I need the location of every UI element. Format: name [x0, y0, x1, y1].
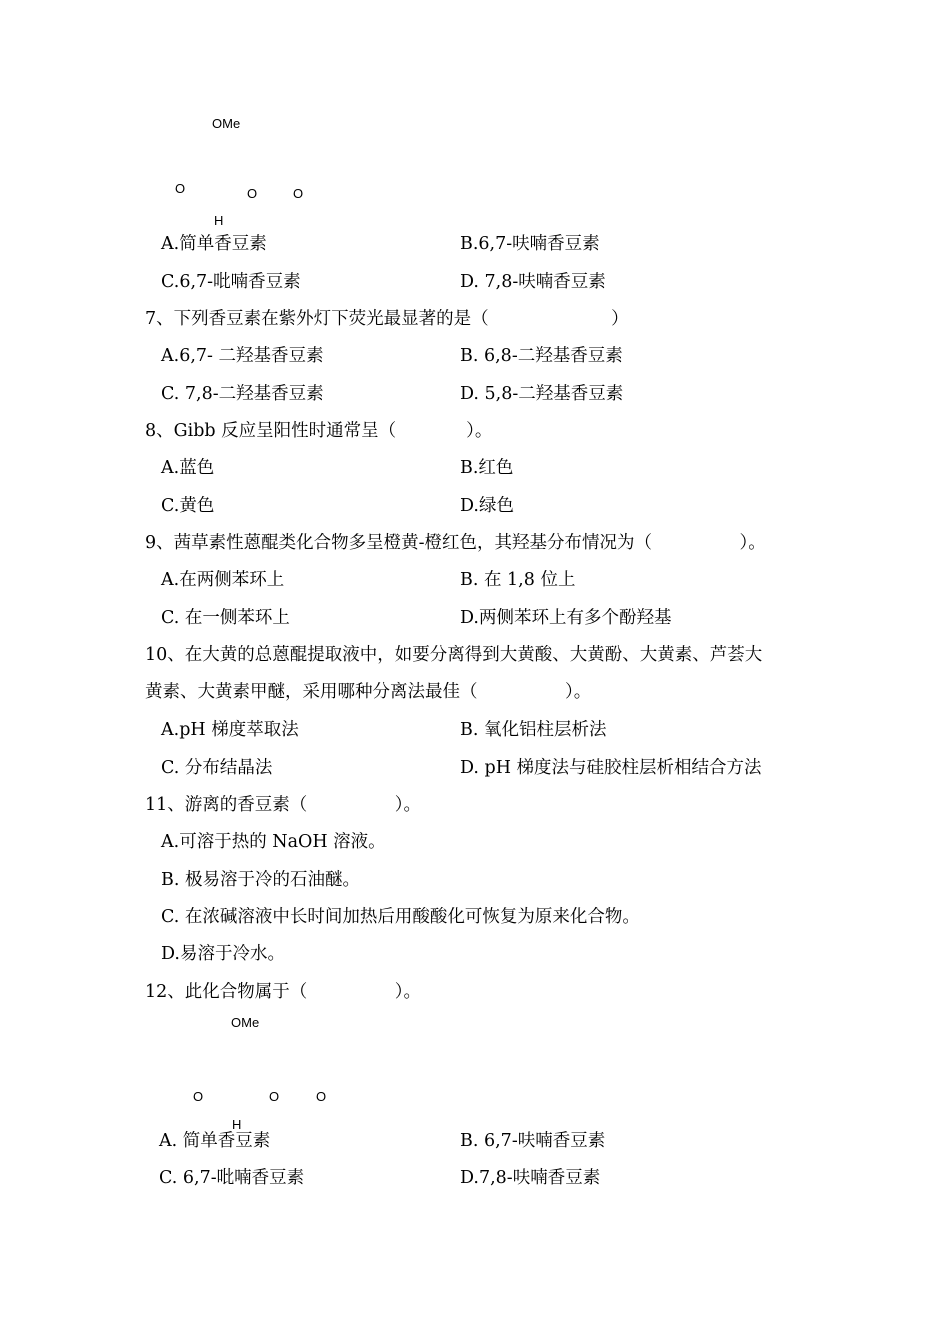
option-b: B. 6,8-二羟基香豆素 — [460, 346, 623, 366]
option-d: D.易溶于冷水。 — [161, 944, 285, 964]
structure-label-o: O — [316, 1089, 327, 1104]
question-stem: 12、此化合物属于（ ）。 — [145, 982, 422, 1002]
option-d: D.绿色 — [460, 496, 514, 516]
structure-label-o: O — [269, 1089, 280, 1104]
option-c: C. 在浓碱溶液中长时间加热后用酸酸化可恢复为原来化合物。 — [161, 907, 640, 927]
option-a: A.6,7- 二羟基香豆素 — [161, 346, 324, 366]
structure-label-o: O — [293, 186, 304, 201]
option-c: C.黄色 — [161, 496, 215, 516]
question-stem: 8、Gibb 反应呈阳性时通常呈（ ）。 — [145, 421, 493, 441]
option-c: C. 6,7-吡喃香豆素 — [159, 1168, 305, 1188]
structure-label-o: O — [175, 181, 186, 196]
option-b: B.红色 — [460, 458, 514, 478]
question-stem: 7、下列香豆素在紫外灯下荧光最显著的是（ ） — [145, 309, 629, 329]
structure-label-ome: OMe — [212, 116, 241, 131]
option-b: B. 在 1,8 位上 — [460, 570, 576, 590]
option-d: D. 5,8-二羟基香豆素 — [460, 384, 624, 404]
option-b: B. 氧化铝柱层析法 — [460, 720, 607, 740]
option-d: D. pH 梯度法与硅胶柱层析相结合方法 — [460, 758, 762, 778]
option-d: D.7,8-呋喃香豆素 — [460, 1168, 601, 1188]
option-b: B. 6,7-呋喃香豆素 — [460, 1131, 606, 1151]
question-stem: 9、茜草素性蒽醌类化合物多呈橙黄-橙红色，其羟基分布情况为（ ）。 — [145, 533, 766, 553]
structure-label-h: H — [232, 1117, 242, 1132]
option-c: C.6,7-吡喃香豆素 — [161, 272, 301, 292]
option-d: D.两侧苯环上有多个酚羟基 — [460, 608, 672, 628]
question-stem: 11、游离的香豆素（ ）。 — [145, 795, 422, 815]
option-a: A.蓝色 — [161, 458, 215, 478]
question-stem-line-2: 黄素、大黄素甲醚，采用哪种分离法最佳（ ）。 — [145, 682, 592, 702]
option-a: A. 简单香豆素 — [159, 1131, 271, 1151]
option-c: C. 在一侧苯环上 — [161, 608, 290, 628]
option-c: C. 7,8-二羟基香豆素 — [161, 384, 324, 404]
option-c: C. 分布结晶法 — [161, 758, 273, 778]
option-b: B. 极易溶于冷的石油醚。 — [161, 870, 360, 890]
structure-label-h: H — [214, 213, 224, 228]
option-a: A.可溶于热的 NaOH 溶液。 — [161, 832, 386, 852]
structure-label-o: O — [247, 186, 258, 201]
option-a: A.简单香豆素 — [161, 234, 267, 254]
option-b: B.6,7-呋喃香豆素 — [460, 234, 600, 254]
structure-label-o: O — [193, 1089, 204, 1104]
question-stem-line-1: 10、在大黄的总蒽醌提取液中，如要分离得到大黄酸、大黄酚、大黄素、芦荟大 — [145, 645, 763, 665]
option-d: D. 7,8-呋喃香豆素 — [460, 272, 606, 292]
structure-label-ome: OMe — [231, 1015, 260, 1030]
option-a: A.在两侧苯环上 — [161, 570, 285, 590]
option-a: A.pH 梯度萃取法 — [161, 720, 299, 740]
